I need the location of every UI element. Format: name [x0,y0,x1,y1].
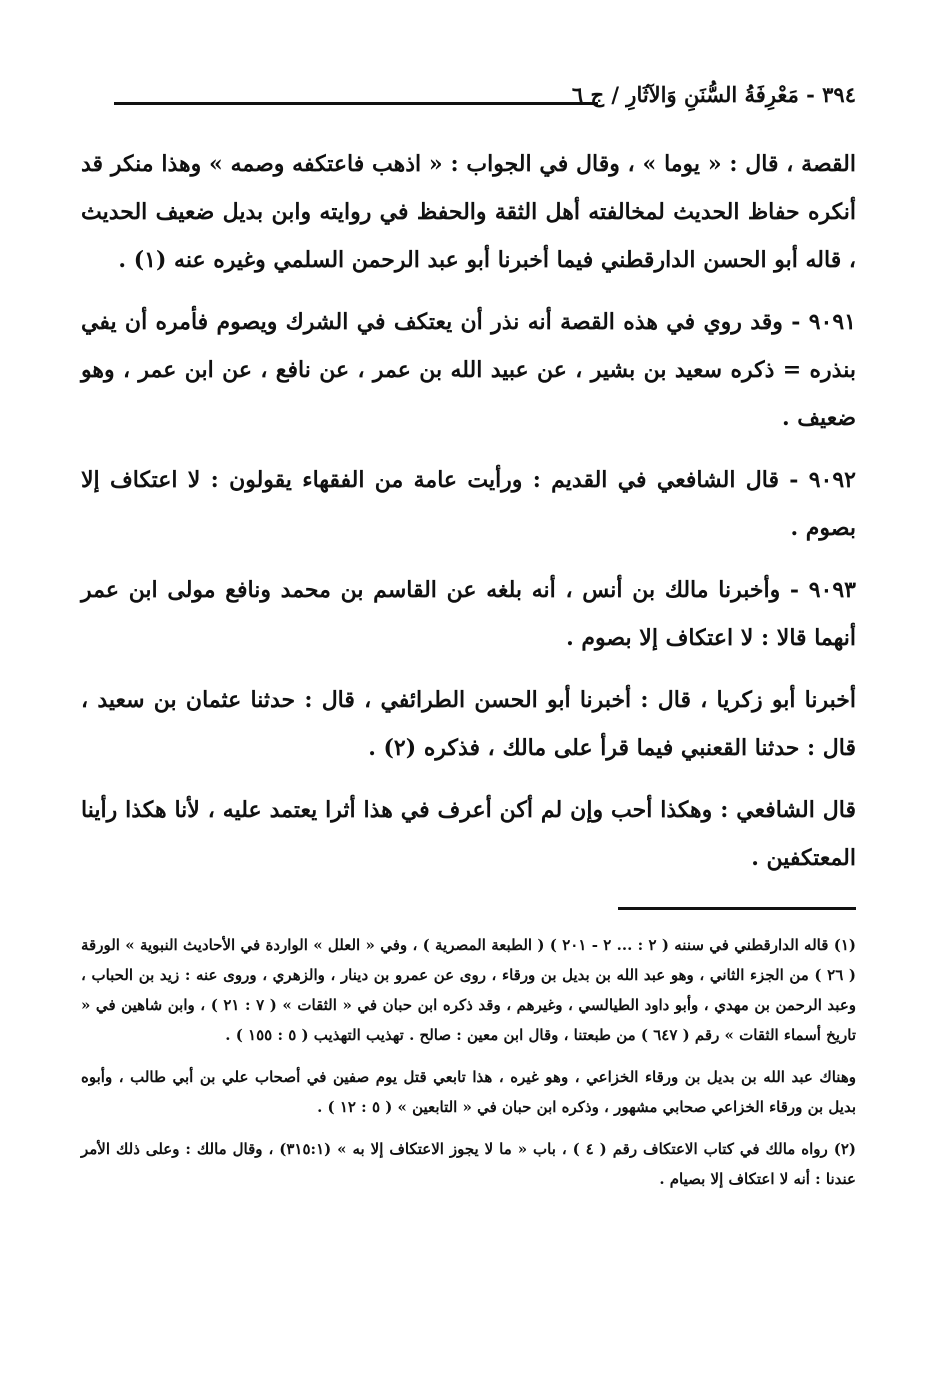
running-header: ٣٩٤ - مَعْرِفَةُ السُّنَنِ وَالآثَارِ / ج ٦ [571,82,856,107]
paragraph-9091: ٩٠٩١ - وقد روي في هذه القصة أنه نذر أن يعتكف في الشرك ويصوم فأمره أن يفي بنذره = ذكره سعيد بن بشير ، عن عبيد الله بن عمر ، عن نافع ، عن ابن عمر ، وهو ضعيف . [81,309,856,431]
footnote-separator [618,907,856,910]
footnotes [81,930,856,1206]
footnote-2: (٢) رواه مالك في كتاب الاعتكاف رقم ( ٤ ) ، باب « ما لا يجوز الاعتكاف إلا به » (٣١٥:١) ، وقال مالك : وعلى ذلك الأمر عندنا : أنه لا اعتكاف إلا بصيام . [81,1140,856,1188]
header-rule [114,102,598,105]
paragraph-isnad: أخبرنا أبو زكريا ، قال : أخبرنا أبو الحسن الطرائفي ، قال : حدثنا عثمان بن سعيد ، قال : حدثنا القعنبي فيما قرأ على مالك ، فذكره (٢) . [81,687,856,761]
paragraph-continuation: القصة ، قال : « يوما » ، وقال في الجواب : « اذهب فاعتكفه وصمه » وهذا منكر قد أنكره حفاظ الحديث لمخالفته أهل الثقة والحفظ في روايته وابن بديل ضعيف الحديث ، قاله أبو الحسن الدارقطني فيما أخبرنا أبو عبد الرحمن السلمي وغيره عنه (١) . [81,151,856,273]
paragraph-9093: ٩٠٩٣ - وأخبرنا مالك بن أنس ، أنه بلغه عن القاسم بن محمد ونافع مولى ابن عمر أنهما قالا : لا اعتكاف إلا بصوم . [81,577,856,651]
footnote-1-continued: وهناك عبد الله بن بديل بن ورقاء الخزاعي ، وهو غيره ، هذا تابعي قتل يوم صفين في أصحاب علي بن أبي طالب ، وأبوه بديل بن ورقاء الخزاعي صحابي مشهور ، وذكره ابن حبان في « التابعين » ( ٥ : ١٢ ) . [81,1068,856,1116]
footnote-1: (١) قاله الدارقطني في سننه ( ٢ : ... ٢ - ٢٠١ ) ( الطبعة المصرية ) ، وفي « العلل » الواردة في الأحاديث النبوية » الورقة ( ٢٦ ) من الجزء الثاني ، وهو عبد الله بن بديل بن ورقاء ، روى عن عمرو بن دينار ، والزهري ، وروى عنه : زيد بن الحباب ، وعبد الرحمن بن مهدي ، وأبو داود الطيالسي ، وغيرهم ، وقد ذكره ابن حبان في « الثقات » ( ٧ : ٢١ ) ، وابن شاهين في « تاريخ أسماء الثقات » رقم ( ٦٤٧ ) من طبعتنا ، وقال ابن معين : صالح . تهذيب التهذيب ( ٥ : ١٥٥ ) . [81,936,857,1044]
page-header [88,80,856,114]
main-text [81,140,856,896]
paragraph-9092: ٩٠٩٢ - قال الشافعي في القديم : ورأيت عامة من الفقهاء يقولون : لا اعتكاف إلا بصوم . [81,467,856,541]
paragraph-shafii: قال الشافعي : وهكذا أحب وإن لم أكن أعرف في هذا أثرا يعتمد عليه ، لأنا هكذا رأينا المعتكفين . [81,797,856,871]
